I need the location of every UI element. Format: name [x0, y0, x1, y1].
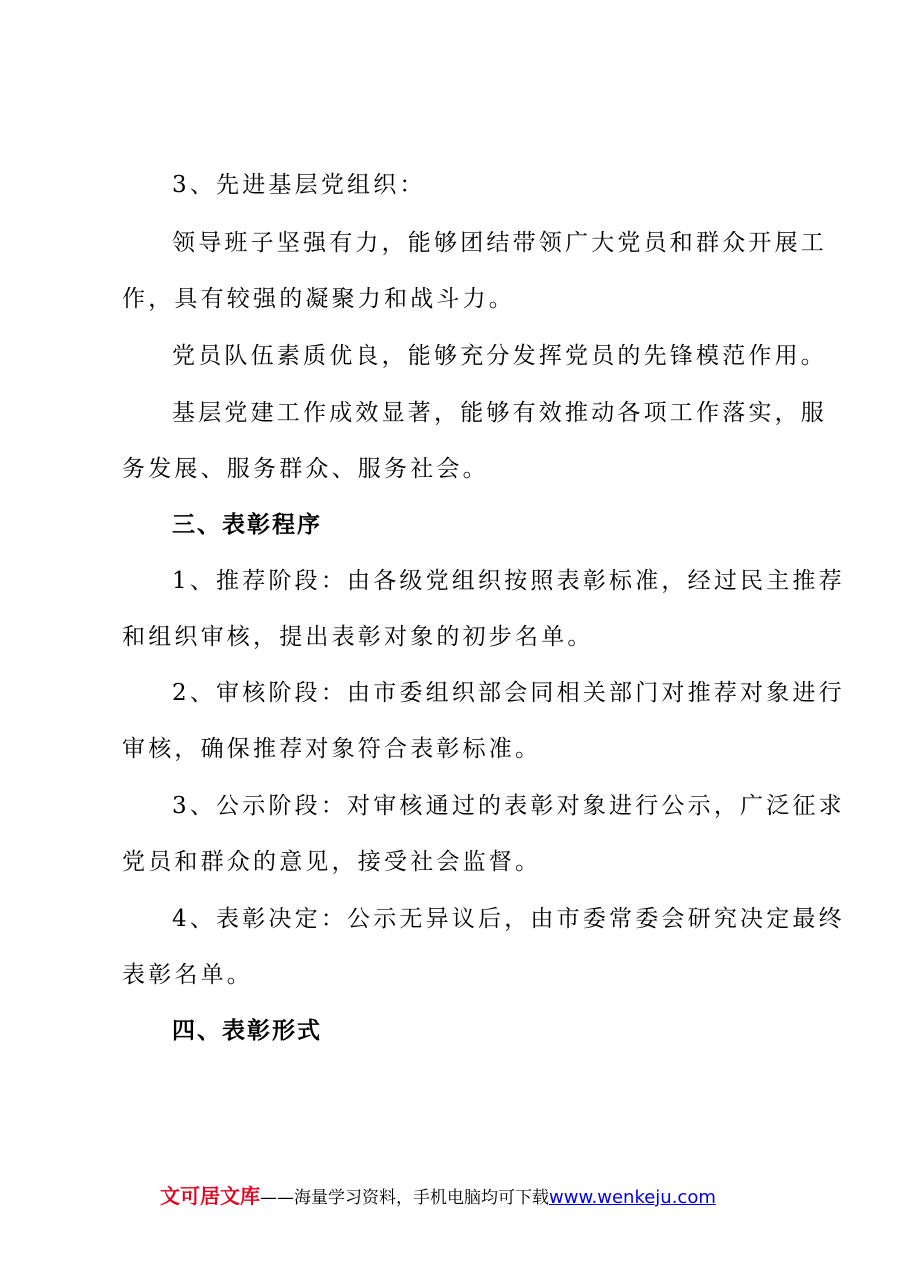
- paragraph-line: 审核，确保推荐对象符合表彰标准。: [122, 736, 542, 762]
- paragraph-line: 务发展、服务群众、服务社会。: [122, 456, 489, 482]
- paragraph-line: 党员和群众的意见，接受社会监督。: [122, 849, 542, 875]
- paragraph-line: 党员队伍素质优良，能够充分发挥党员的先锋模范作用。: [172, 343, 827, 369]
- paragraph-line: 2、审核阶段：由市委组织部会同相关部门对推荐对象进行: [172, 680, 845, 706]
- section-heading-form: 四、表彰形式: [172, 1018, 322, 1044]
- paragraph-line: 领导班子坚强有力，能够团结带领广大党员和群众开展工: [172, 230, 827, 256]
- paragraph-line: 和组织审核，提出表彰对象的初步名单。: [122, 624, 594, 650]
- paragraph-line: 3、公示阶段：对审核通过的表彰对象进行公示，广泛征求: [172, 793, 845, 819]
- footer-url-link[interactable]: www.wenkeju.com: [549, 1187, 716, 1208]
- footer-slogan: ——海量学习资料，手机电脑均可下载: [260, 1188, 549, 1208]
- paragraph-line: 表彰名单。: [122, 962, 253, 988]
- paragraph-line: 基层党建工作成效显著，能够有效推动各项工作落实，服: [172, 400, 827, 426]
- footer-brand: 文可居文库: [160, 1184, 260, 1208]
- paragraph-line: 1、推荐阶段：由各级党组织按照表彰标准，经过民主推荐: [172, 568, 845, 594]
- paragraph-line: 作，具有较强的凝聚力和战斗力。: [122, 286, 515, 312]
- section-item-advanced-org: 3、先进基层党组织：: [172, 172, 426, 198]
- section-heading-procedure: 三、表彰程序: [172, 512, 322, 538]
- paragraph-line: 4、表彰决定：公示无异议后，由市委常委会研究决定最终: [172, 906, 845, 932]
- footer-banner: [160, 1182, 716, 1212]
